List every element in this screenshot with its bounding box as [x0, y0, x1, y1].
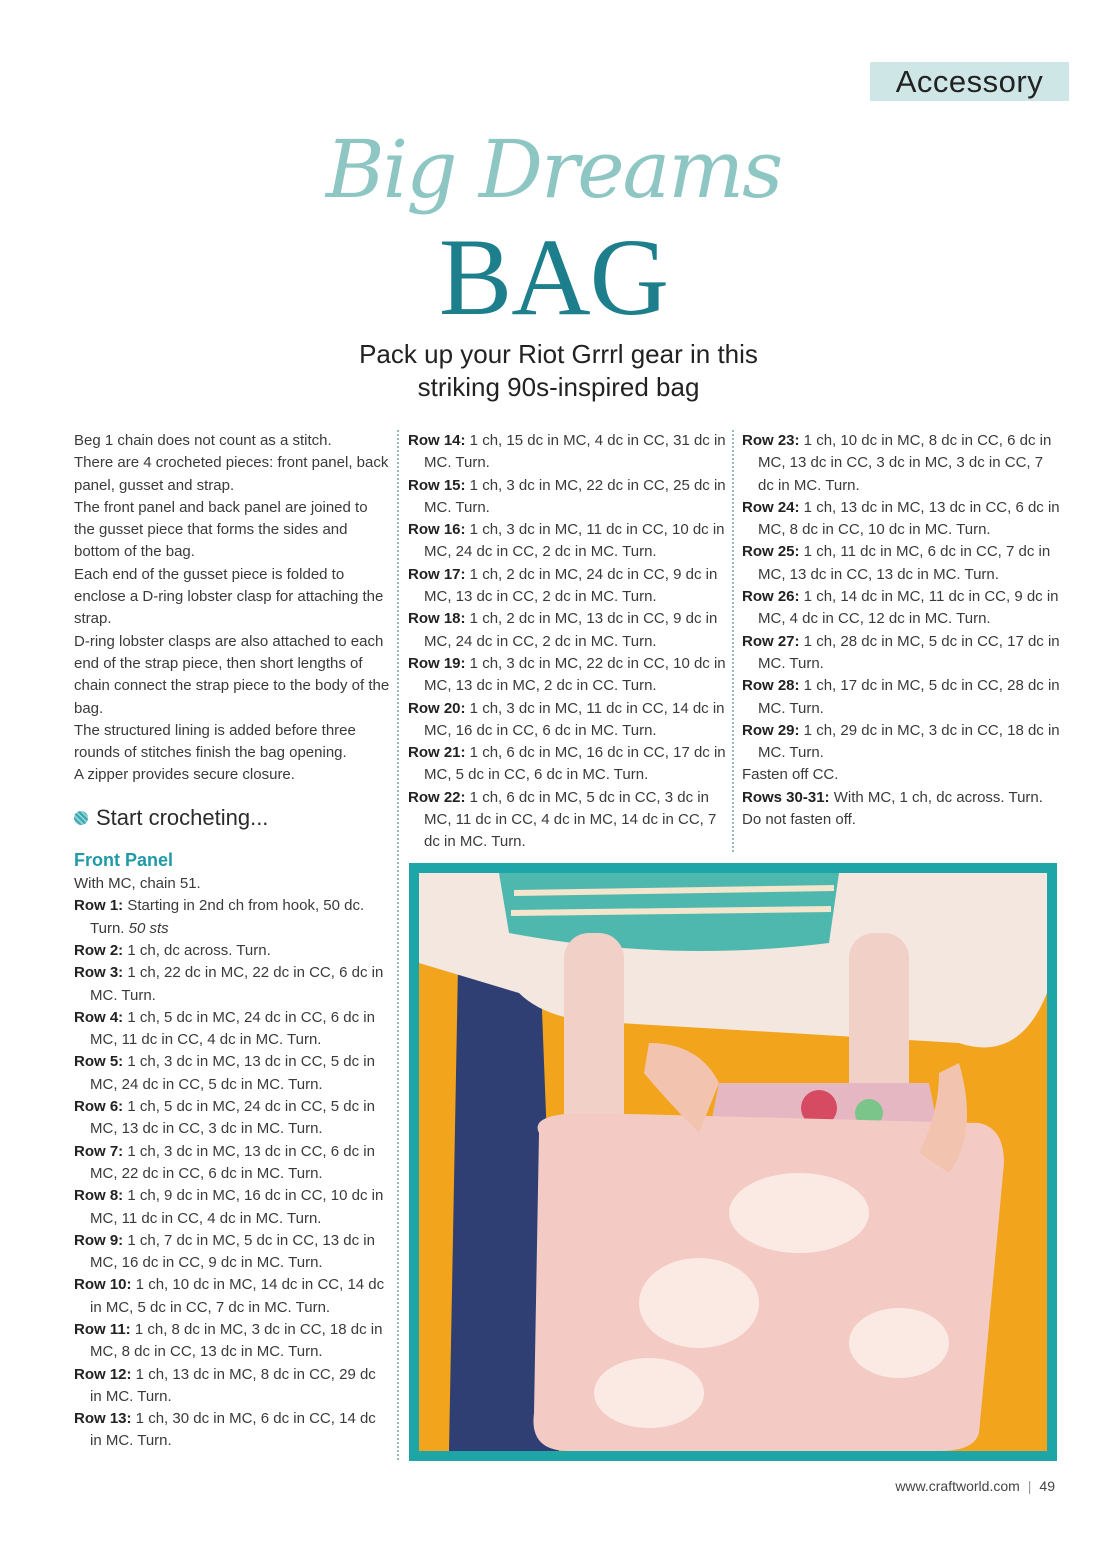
row-label: Row 17: — [408, 565, 466, 583]
row-label: Rows 30-31: — [742, 788, 830, 806]
do-not-fasten-note: Do not fasten off. — [742, 811, 856, 829]
row-label: Row 18: — [408, 610, 466, 628]
row-label: Row 29: — [742, 721, 800, 739]
row-text: 1 ch, 3 dc in MC, 13 dc in CC, 6 dc in MC, 22 dc in CC, 6 dc in MC. Turn. — [90, 1142, 375, 1182]
yarn-ball-icon — [74, 811, 88, 825]
row-text: 1 ch, 6 dc in MC, 5 dc in CC, 3 dc in MC, 11 dc in CC, 4 dc in MC, 14 dc in CC, 7 dc in MC. Turn. — [424, 788, 717, 851]
row-text: 1 ch, 9 dc in MC, 16 dc in CC, 10 dc in MC, 11 dc in CC, 4 dc in MC. Turn. — [90, 1187, 384, 1227]
page-number: 49 — [1039, 1478, 1055, 1494]
row-text: 1 ch, 11 dc in MC, 6 dc in CC, 7 dc in MC, 13 dc in CC, 13 dc in MC. Turn. — [758, 543, 1051, 583]
row-label: Row 28: — [742, 677, 800, 695]
row-label: Row 15: — [408, 476, 466, 494]
column-1 — [74, 430, 390, 1453]
row-text: 1 ch, 22 dc in MC, 22 dc in CC, 6 dc in MC. Turn. — [90, 964, 384, 1004]
row-label: Row 6: — [74, 1098, 124, 1116]
row-label: Row 8: — [74, 1187, 124, 1205]
pattern-row — [74, 1364, 390, 1409]
column-3 — [742, 430, 1062, 831]
subtitle-line: striking 90s-inspired bag — [417, 372, 700, 402]
pattern-row — [74, 1230, 390, 1275]
pattern-row — [74, 1096, 390, 1141]
row-text: 1 ch, 3 dc in MC, 22 dc in CC, 10 dc in MC, 13 dc in MC, 2 dc in CC. Turn. — [424, 654, 726, 695]
row-label: Row 2: — [74, 941, 124, 959]
row-label: Row 25: — [742, 543, 800, 561]
pattern-row — [74, 1007, 390, 1052]
intro-paragraph: There are 4 crocheted pieces: front panel, back panel, gusset and strap. — [74, 454, 389, 494]
pattern-row — [742, 586, 1062, 631]
pattern-row — [74, 1051, 390, 1096]
pattern-row — [408, 519, 726, 564]
row-text: With MC, 1 ch, dc across. Turn. — [829, 788, 1043, 806]
photo-frame — [409, 863, 1057, 1461]
row-text: 1 ch, 10 dc in MC, 14 dc in CC, 14 dc in MC, 5 dc in CC, 7 dc in MC. Turn. — [90, 1276, 385, 1316]
column-divider — [732, 430, 734, 852]
row-text: 1 ch, 6 dc in MC, 16 dc in CC, 17 dc in MC, 5 dc in CC, 6 dc in MC. Turn. — [424, 744, 726, 784]
column-divider — [397, 430, 399, 1460]
row-label: Row 9: — [74, 1231, 124, 1249]
column-2 — [408, 430, 726, 854]
front-panel-start: With MC, chain 51. — [74, 875, 201, 893]
row-text: 1 ch, 5 dc in MC, 24 dc in CC, 5 dc in MC, 13 dc in CC, 3 dc in MC. Turn. — [90, 1098, 375, 1138]
subtitle — [0, 338, 1107, 404]
row-text: 1 ch, 15 dc in MC, 4 dc in CC, 31 dc in MC. Turn. — [424, 432, 726, 472]
footer-separator: | — [1027, 1478, 1032, 1494]
pattern-row — [742, 541, 1062, 586]
section-heading-text: Start crocheting... — [96, 804, 269, 830]
row-label: Row 5: — [74, 1053, 124, 1071]
row-text: 1 ch, 3 dc in MC, 11 dc in CC, 10 dc in MC, 24 dc in CC, 2 dc in MC. Turn. — [424, 521, 725, 561]
row-label: Row 7: — [74, 1142, 124, 1160]
row-text: 1 ch, 28 dc in MC, 5 dc in CC, 17 dc in MC. Turn. — [758, 632, 1060, 672]
intro-paragraph: D-ring lobster clasps are also attached to each end of the strap piece, then short lengths of chain connect the strap piece to the body of the bag. — [74, 632, 390, 717]
pattern-row — [742, 787, 1062, 809]
intro-paragraph: Beg 1 chain does not count as a stitch. — [74, 432, 332, 449]
row-label: Row 19: — [408, 654, 466, 672]
row-label: Row 26: — [742, 588, 800, 606]
row-label: Row 11: — [74, 1320, 131, 1338]
row-label: Row 23: — [742, 432, 800, 449]
page-footer — [895, 1478, 1055, 1494]
fasten-off-note: Fasten off CC. — [742, 766, 839, 784]
section-tag: Accessory — [870, 62, 1069, 101]
pattern-row — [74, 1141, 390, 1186]
footer-url[interactable]: www.craftworld.com — [895, 1478, 1020, 1494]
pattern-row — [408, 742, 726, 787]
intro-paragraph: Each end of the gusset piece is folded to enclose a D-ring lobster clasp for attaching the strap. — [74, 565, 384, 628]
pattern-row — [408, 698, 726, 743]
row-label: Row 4: — [74, 1008, 124, 1026]
title-line-1: Big Dreams — [325, 123, 782, 216]
intro-paragraph: The structured lining is added before three rounds of stitches finish the bag opening. — [74, 721, 356, 762]
row-text: Starting in 2nd ch from hook, 50 dc. Turn. — [90, 897, 365, 937]
row-label: Row 10: — [74, 1276, 132, 1294]
pattern-row — [742, 720, 1062, 765]
row-text: 1 ch, 29 dc in MC, 3 dc in CC, 18 dc in MC. Turn. — [758, 721, 1060, 762]
section-heading — [74, 804, 390, 830]
intro-paragraph: A zipper provides secure closure. — [74, 766, 295, 784]
row-label: Row 24: — [742, 498, 800, 516]
row-label: Row 16: — [408, 521, 466, 539]
row-label: Row 13: — [74, 1410, 132, 1428]
row-label: Row 3: — [74, 964, 124, 982]
pattern-row — [408, 564, 726, 609]
row-text: 1 ch, 5 dc in MC, 24 dc in CC, 6 dc in MC, 11 dc in CC, 4 dc in MC. Turn. — [90, 1008, 375, 1049]
row-text: 1 ch, 17 dc in MC, 5 dc in CC, 28 dc in MC. Turn. — [758, 677, 1060, 717]
pattern-row — [742, 675, 1062, 720]
row-text: 1 ch, 7 dc in MC, 5 dc in CC, 13 dc in MC, 16 dc in CC, 9 dc in MC. Turn. — [90, 1231, 375, 1272]
row-text: 1 ch, 14 dc in MC, 11 dc in CC, 9 dc in MC, 4 dc in CC, 12 dc in MC. Turn. — [758, 588, 1059, 628]
row-label: Row 12: — [74, 1365, 132, 1383]
pattern-row — [74, 895, 390, 940]
row-text: 1 ch, 3 dc in MC, 11 dc in CC, 14 dc in MC, 16 dc in CC, 6 dc in MC. Turn. — [424, 699, 725, 739]
pattern-row — [408, 475, 726, 520]
pattern-row — [408, 430, 726, 475]
pattern-row — [408, 608, 726, 653]
row-label: Row 22: — [408, 788, 466, 806]
row-text: 1 ch, 8 dc in MC, 3 dc in CC, 18 dc in MC, 8 dc in CC, 13 dc in MC. Turn. — [90, 1320, 383, 1361]
row-text: 1 ch, 2 dc in MC, 13 dc in CC, 9 dc in MC, 24 dc in CC, 2 dc in MC. Turn. — [424, 610, 718, 650]
row-text: 1 ch, 10 dc in MC, 8 dc in CC, 6 dc in MC, 13 dc in CC, 3 dc in MC, 3 dc in CC, 7 dc in MC. Turn. — [758, 432, 1052, 494]
pattern-row — [74, 962, 390, 1007]
row-label: Row 1: — [74, 897, 124, 915]
row-label: Row 20: — [408, 699, 466, 717]
row-label: Row 21: — [408, 744, 466, 762]
pattern-row — [742, 430, 1062, 497]
pattern-row — [408, 653, 726, 698]
intro-paragraph: The front panel and back panel are joined to the gusset piece that forms the sides and bottom of the bag. — [74, 498, 368, 561]
pattern-row — [742, 631, 1062, 676]
stitch-count: 50 sts — [128, 919, 169, 937]
row-label: Row 14: — [408, 432, 466, 449]
front-panel-heading: Front Panel — [74, 850, 174, 871]
pattern-row — [74, 940, 390, 962]
pattern-row — [74, 1185, 390, 1230]
subtitle-line: Pack up your Riot Grrrl gear in this — [359, 339, 758, 369]
bag-photo — [419, 873, 1047, 1451]
row-text: 1 ch, dc across. Turn. — [123, 941, 271, 959]
pattern-row — [408, 787, 726, 854]
title-line-2: BAG — [438, 216, 669, 338]
pattern-row — [74, 1274, 390, 1319]
row-label: Row 27: — [742, 632, 800, 650]
row-text: 1 ch, 3 dc in MC, 13 dc in CC, 5 dc in MC, 24 dc in CC, 5 dc in MC. Turn. — [90, 1053, 375, 1093]
pattern-row — [74, 1408, 390, 1453]
row-text: 1 ch, 13 dc in MC, 8 dc in CC, 29 dc in MC. Turn. — [90, 1365, 376, 1405]
pattern-row — [742, 497, 1062, 542]
pattern-row — [74, 1319, 390, 1364]
row-text: 1 ch, 13 dc in MC, 13 dc in CC, 6 dc in MC, 8 dc in CC, 10 dc in MC. Turn. — [758, 498, 1060, 539]
row-text: 1 ch, 3 dc in MC, 22 dc in CC, 25 dc in MC. Turn. — [424, 476, 726, 516]
row-text: 1 ch, 2 dc in MC, 24 dc in CC, 9 dc in MC, 13 dc in CC, 2 dc in MC. Turn. — [424, 565, 718, 606]
row-text: 1 ch, 30 dc in MC, 6 dc in CC, 14 dc in MC. Turn. — [90, 1410, 376, 1450]
